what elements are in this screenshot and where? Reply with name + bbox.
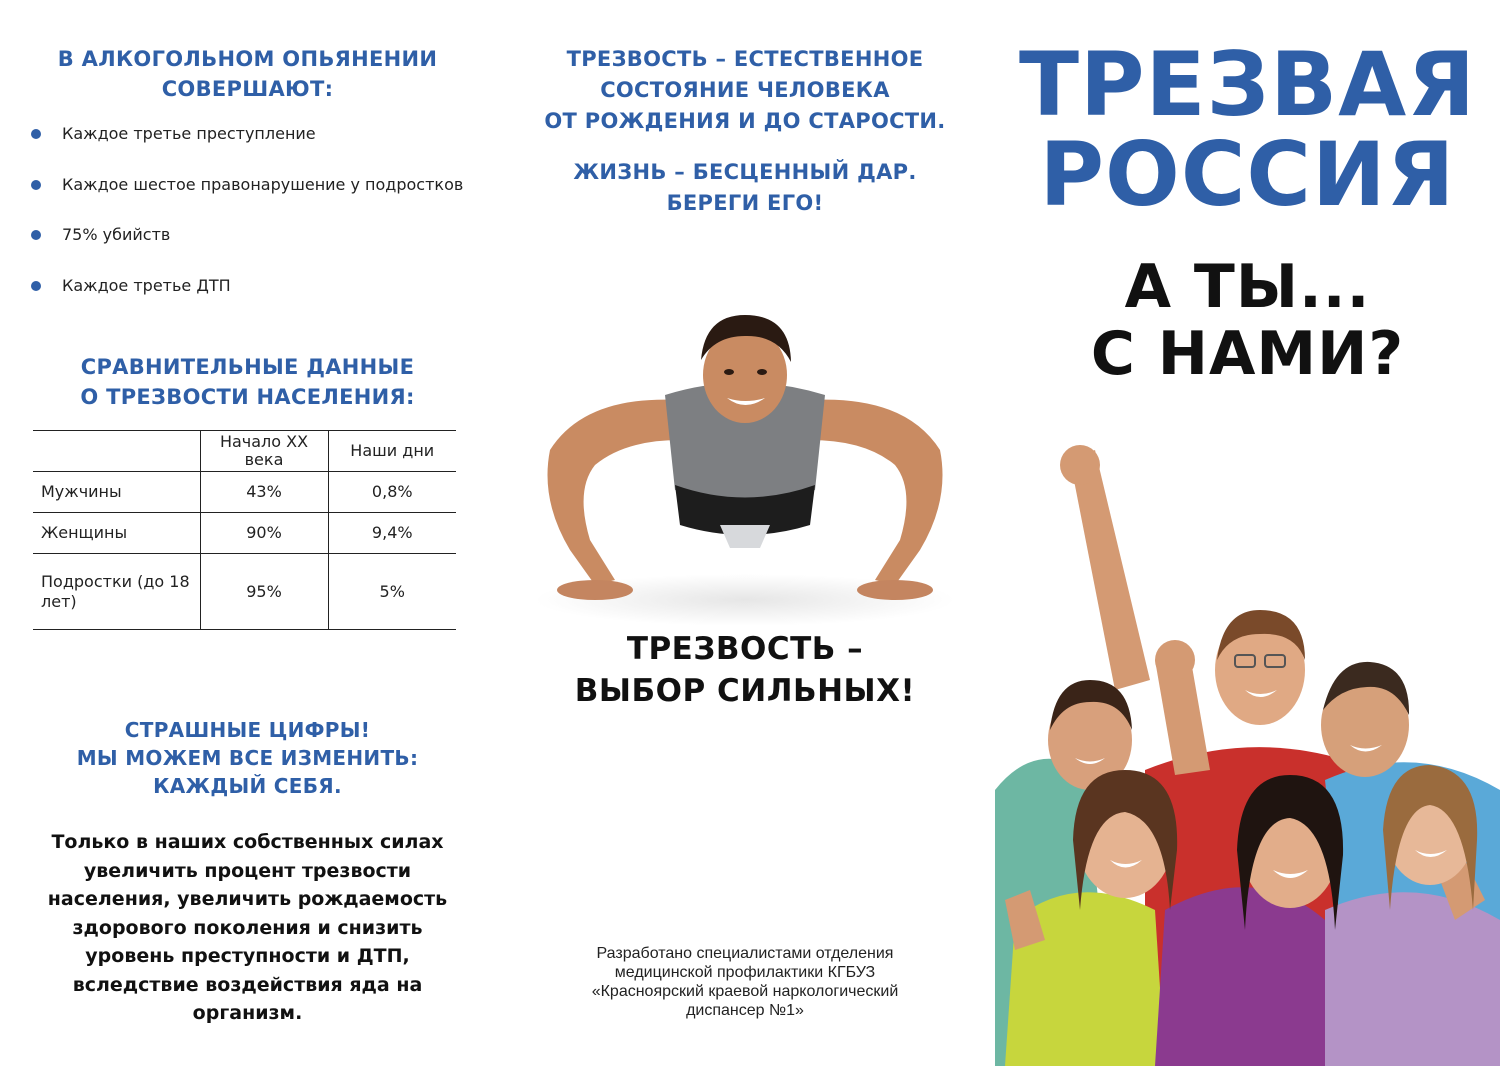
bullet-icon — [31, 129, 41, 139]
crime-item-text: Каждое третье преступление — [62, 124, 316, 143]
slogan-line: ВЫБОР СИЛЬНЫХ! — [574, 673, 916, 709]
compare-heading-line: О ТРЕЗВОСТИ НАСЕЛЕНИЯ: — [80, 385, 415, 409]
table-cell: 43% — [200, 472, 328, 513]
heading-line: ОТ РОЖДЕНИЯ И ДО СТАРОСТИ. — [544, 109, 946, 133]
own-strength-paragraph — [20, 828, 475, 1028]
crime-list-item — [28, 221, 463, 272]
scary-heading-line: СТРАШНЫЕ ЦИФРЫ! — [124, 718, 371, 742]
credits-line: Разработано специалистами отделения — [596, 945, 894, 962]
paragraph-line: вследствие воздействия яда на — [72, 973, 423, 996]
table-cell: Подростки (до 18 лет) — [33, 554, 200, 630]
heading-line: БЕРЕГИ ЕГО! — [666, 191, 824, 215]
crime-item-text: Каждое третье ДТП — [62, 275, 231, 295]
heading-line: ТРЕЗВОСТЬ – ЕСТЕСТВЕННОЕ — [566, 47, 924, 71]
young-people-group-photo — [995, 440, 1500, 1066]
paragraph-line: организм. — [192, 1002, 303, 1024]
credits-line: медицинской профилактики КГБУЗ — [614, 964, 876, 981]
table-header-cell: Наши дни — [328, 431, 456, 472]
crime-list-item — [28, 272, 463, 323]
paragraph-line: Только в наших собственных силах — [51, 831, 444, 853]
bullet-icon — [31, 180, 41, 190]
bullet-icon — [31, 230, 41, 240]
pushup-man-photo — [515, 300, 975, 630]
compare-heading — [0, 352, 495, 412]
heading-line: ЖИЗНЬ – БЕСЦЕННЫЙ ДАР. — [573, 160, 917, 184]
credits-line: «Красноярский краевой наркологический — [591, 983, 899, 1000]
question-line: С НАМИ? — [1090, 319, 1405, 389]
bullet-icon — [31, 281, 41, 291]
credits — [495, 944, 995, 1020]
sobriety-natural-heading — [495, 44, 995, 137]
paragraph-line: увеличить процент трезвости — [83, 859, 412, 882]
table-cell: 5% — [328, 554, 456, 630]
crime-heading-line: СОВЕРШАЮТ: — [161, 77, 334, 101]
table-cell: 9,4% — [328, 513, 456, 554]
life-gift-heading — [495, 157, 995, 219]
table-cell: 95% — [200, 554, 328, 630]
strong-choice-slogan — [495, 628, 995, 712]
middle-panel — [495, 0, 995, 1066]
table-header-cell: Начало XX века — [200, 431, 328, 472]
paragraph-line: здорового поколения и снизить — [72, 916, 423, 939]
credits-line: диспансер №1» — [686, 1002, 804, 1019]
heading-line: СОСТОЯНИЕ ЧЕЛОВЕКА — [600, 78, 890, 102]
table-row — [33, 472, 456, 513]
table-header-row — [33, 431, 456, 472]
paragraph-line: населения, увеличить рождаемость — [47, 888, 448, 910]
crime-heading-line: В АЛКОГОЛЬНОМ ОПЬЯНЕНИИ — [57, 47, 438, 71]
question-slogan — [995, 254, 1500, 388]
slogan-line: ТРЕЗВОСТЬ – — [626, 631, 864, 667]
right-panel — [995, 0, 1500, 1066]
crime-list — [28, 120, 463, 322]
crime-heading — [0, 44, 495, 104]
table-cell: Женщины — [33, 513, 200, 554]
left-panel — [0, 0, 495, 1066]
table-header-cell — [33, 431, 200, 472]
question-line: А ТЫ... — [1124, 252, 1371, 322]
crime-list-item — [28, 120, 463, 171]
scary-heading-line: КАЖДЫЙ СЕБЯ. — [153, 774, 342, 798]
table-cell: 90% — [200, 513, 328, 554]
sobriety-table — [33, 430, 456, 630]
title-line: ТРЕЗВАЯ — [1018, 33, 1477, 136]
scary-heading-line: МЫ МОЖЕМ ВСЕ ИЗМЕНИТЬ: — [76, 746, 419, 770]
page-title — [995, 33, 1500, 226]
scary-heading — [0, 716, 495, 800]
title-line: РОССИЯ — [1039, 123, 1456, 226]
crime-item-text: Каждое шестое правонарушение у подростков — [62, 174, 464, 194]
table-row — [33, 513, 456, 554]
crime-item-text: 75% убийств — [62, 225, 171, 244]
table-row — [33, 554, 456, 630]
table-cell: 0,8% — [328, 472, 456, 513]
table-cell: Мужчины — [33, 472, 200, 513]
compare-heading-line: СРАВНИТЕЛЬНЫЕ ДАННЫЕ — [80, 355, 415, 379]
crime-list-item — [28, 171, 463, 222]
paragraph-line: уровень преступности и ДТП, — [85, 945, 410, 967]
